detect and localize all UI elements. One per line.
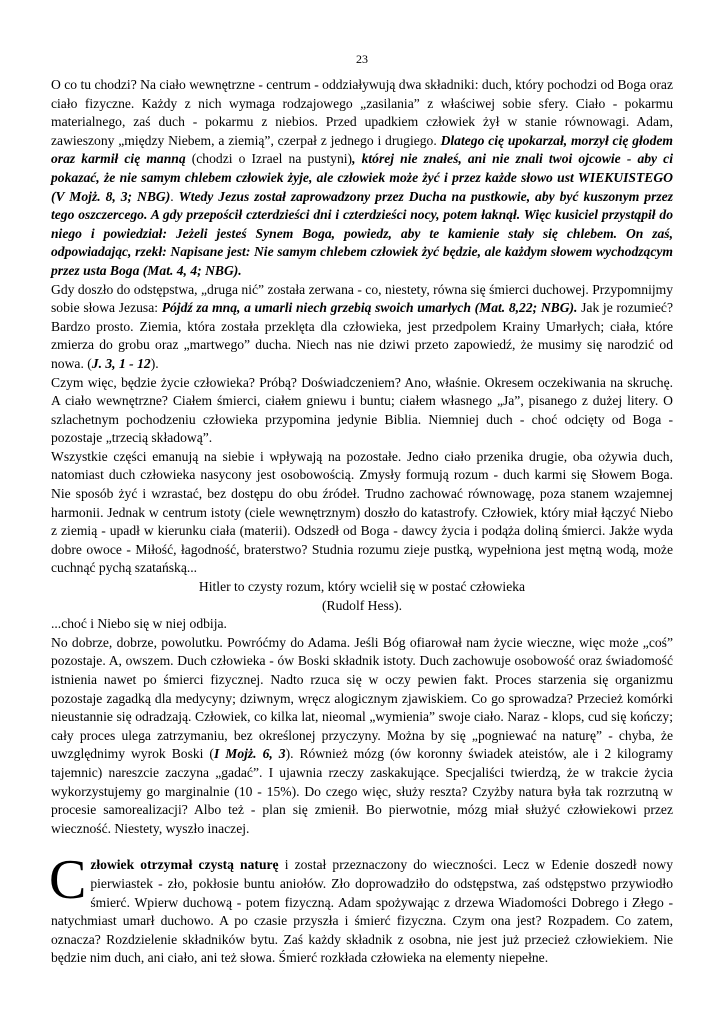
text-run: i został przeznaczony do wieczności. Lecz w Edenie doszedł nowy pierwiastek - zło, pokłosie buntu aniołów. Zło doprowadziło do odstępstwa, zaś odstępstwo przywiodło śmierć. Wpierw duchową - potem fizyczną. Adam spożywając z drzewa Wiadomości Dobrego i Złego - natychmiast umarł duchowo. A po czasie przyszła i śmierć fizyczna. Czym ona jest? Rozpadem. Co zatem, oznacza? Rozdzielenie składników bytu. Zaś każdy składnik z osobna, nie jest już przecież człowiekiem. Nie będzie nim duch, ani ciało, ani też słowa. Śmierć rozkłada człowieka na elementy niepełne. <box>51 857 673 966</box>
paragraph-3 <box>51 374 673 448</box>
paragraph-6 <box>51 634 673 839</box>
paragraph-1 <box>51 76 673 281</box>
page-content <box>51 76 673 968</box>
emphasis-run: I Mojż. 6, 3 <box>213 746 286 762</box>
text-run: . <box>170 188 179 204</box>
quote-line: Hitler to czysty rozum, który wcielił się w postać człowieka <box>198 579 526 595</box>
text-run: Jak je rozumieć? Bardzo prosto. Ziemia, która została przeklęta dla człowieka, jest przedpolem Krainy Umarłych; ciała, które zmierza do grobu oraz „martwego” ducha. Niech nas nie dziwi przeto zapowiedź, że musimy się narodzić od nowa. ( <box>51 300 674 371</box>
paragraph-7 <box>49 849 673 968</box>
emphasis-run: Pójdź za mną, a umarli niech grzebią swoich umarłych (Mat. 8,22; NBG). <box>161 300 578 316</box>
paragraph-4 <box>51 448 673 578</box>
text-run: ...choć i Niebo się w niej odbija. <box>51 616 227 632</box>
text-run: (chodzi o Izrael na pustyni) <box>185 151 353 167</box>
emphasis-run: złowiek otrzymał czystą naturę <box>90 857 279 873</box>
emphasis-run: J. 3, 1 - 12 <box>91 355 151 371</box>
emphasis-run: Dlatego cię upokarzał, morzył cię głodem oraz karmił cię manną <box>51 132 673 167</box>
drop-cap: C <box>49 849 87 912</box>
text-run: Wszystkie części emanują na siebie i wpływają na pozostałe. Jedno ciało przenika drugie, oba ożywia duch, natomiast duch człowieka nasycony jest osobowością. Zmysły formują rozum - duch karmi się Słowem Boga. Nie sposób żyć i wzrastać, bez dostępu do obu źródeł. Trudno zachować równowagę, poza stanem wzajemnej harmonii. Jednak w centrum istoty (ciele wewnętrznym) doszło do katastrofy. Człowiek, który miał łączyć Niebo z ziemią - upadł w kierunku ciała (materii). Odszedł od Boga - dawcy życia i podąża doliną śmierci. Jakże wyda dobre owoce - Miłość, łagodność, braterstwo? Studnia rozumu zieje pustką, wypełniona jest mętną wodą, może cuchnąć pychą szatańską... <box>51 448 673 576</box>
paragraph-2 <box>51 281 673 374</box>
paragraph-7-text <box>49 849 673 966</box>
page-number: 23 <box>356 52 368 66</box>
text-run: ). <box>150 355 159 371</box>
emphasis-run: , której nie znałeś, ani nie znali twoi ojcowie - aby ci pokazać, że nie samym chlebem człowiek żyje, ale człowiek może żyć i przez każde słowo ust WIEKUISTEGO (V Mojż. 8, 3; NBG) <box>51 151 673 204</box>
text-run: ). Również mózg (ów koronny świadek ateistów, ale i 2 kilogramy tajemnic) nareszcie zaczyna „gadać”. I ujawnia rzeczy zaskakujące. Specjaliści twierdzą, że w trakcie życia wykorzystujemy go marginalnie (10 - 15%). Do czego więc, służy reszta? Czyżby natura była tak rozrzutną w procesie samorealizacji? Albo też - plan się zmienił. Bo pierwotnie, mózg miał służyć człowiekowi przez wieczność. Niestety, wyszło inaczej. <box>51 746 673 836</box>
text-run: Gdy doszło do odstępstwa, „druga nić” została zerwana - co, niestety, równa się śmierci duchowej. Przypomnijmy sobie słowa Jezusa: <box>51 281 673 316</box>
text-run: Czym więc, będzie życie człowieka? Próbą? Doświadczeniem? Ano, właśnie. Okresem oczekiwania na skruchę. A ciało wewnętrzne? Ciałem śmierci, ciałem gniewu i buntu; ciałem własnego „Ja”, pisanego z dużej litery. O szlachetnym pochodzeniu człowieka przypomina jedynie Biblia. Niemniej duch - choć odcięty od Boga - pozostaje „trzecią składową”. <box>51 374 673 446</box>
quote-attribution: (Rudolf Hess). <box>321 597 403 613</box>
paragraph-gap <box>51 838 673 856</box>
text-run: O co tu chodzi? Na ciało wewnętrzne - centrum - oddziaływują dwa składniki: duch, który pochodzi od Boga oraz ciało fizyczne. Każdy z nich wymaga rodzajowego „zasilania” z właściwej sobie sfery. Ciało - pokarmu materialnego, zaś duch - pokarmu z niebios. Przed upadkiem człowiek żył w stanie równowagi. Adam, zawieszony „między Niebem, a ziemią”, czerpał z jednego i drugiego. <box>51 77 673 148</box>
text-run: No dobrze, dobrze, powolutku. Powróćmy do Adama. Jeśli Bóg ofiarował nam życie wieczne, więc może „coś” pozostaje. A, owszem. Duch człowieka - ów Boski składnik istoty. Duch zachowuje osobowość oraz świadomość istnienia nawet po śmierci fizycznej. Nadto rzuca się w oczy pewien fakt. Proces starzenia się organizmu pozostaje zagadką dla medycyny; dziwnym, wręcz alogicznym zjawiskiem. Co go sprowadza? Przecież komórki nieustannie się odradzają. Człowiek, co kilka lat, nieomal „wymienia” swoje ciało. Naraz - klops, cud się kończy; cały proces ulega zatrzymaniu, bez określonej przyczyny. Można by się „pogniewać na naturę” - chyba, że uwzględnimy wyrok Boski ( <box>51 634 673 762</box>
paragraph-5 <box>51 615 673 634</box>
emphasis-run: Wtedy Jezus został zaprowadzony przez Ducha na pustkowie, aby być kuszonym przez tego oszczercego. A gdy przepościł czterdzieści dni i czterdzieści nocy, potem łaknął. Więc kusiciel przystąpił do niego i powiedział: Jeżeli jesteś Synem Boga, powiedz, aby te kamienie stały się chlebem. On zaś, odpowiadając, rzekł: Napisane jest: Nie samym chlebem człowiek żyć będzie, ale każdym słowem wychodzącym przez usta Boga (Mat. 4, 4; NBG). <box>51 188 674 278</box>
